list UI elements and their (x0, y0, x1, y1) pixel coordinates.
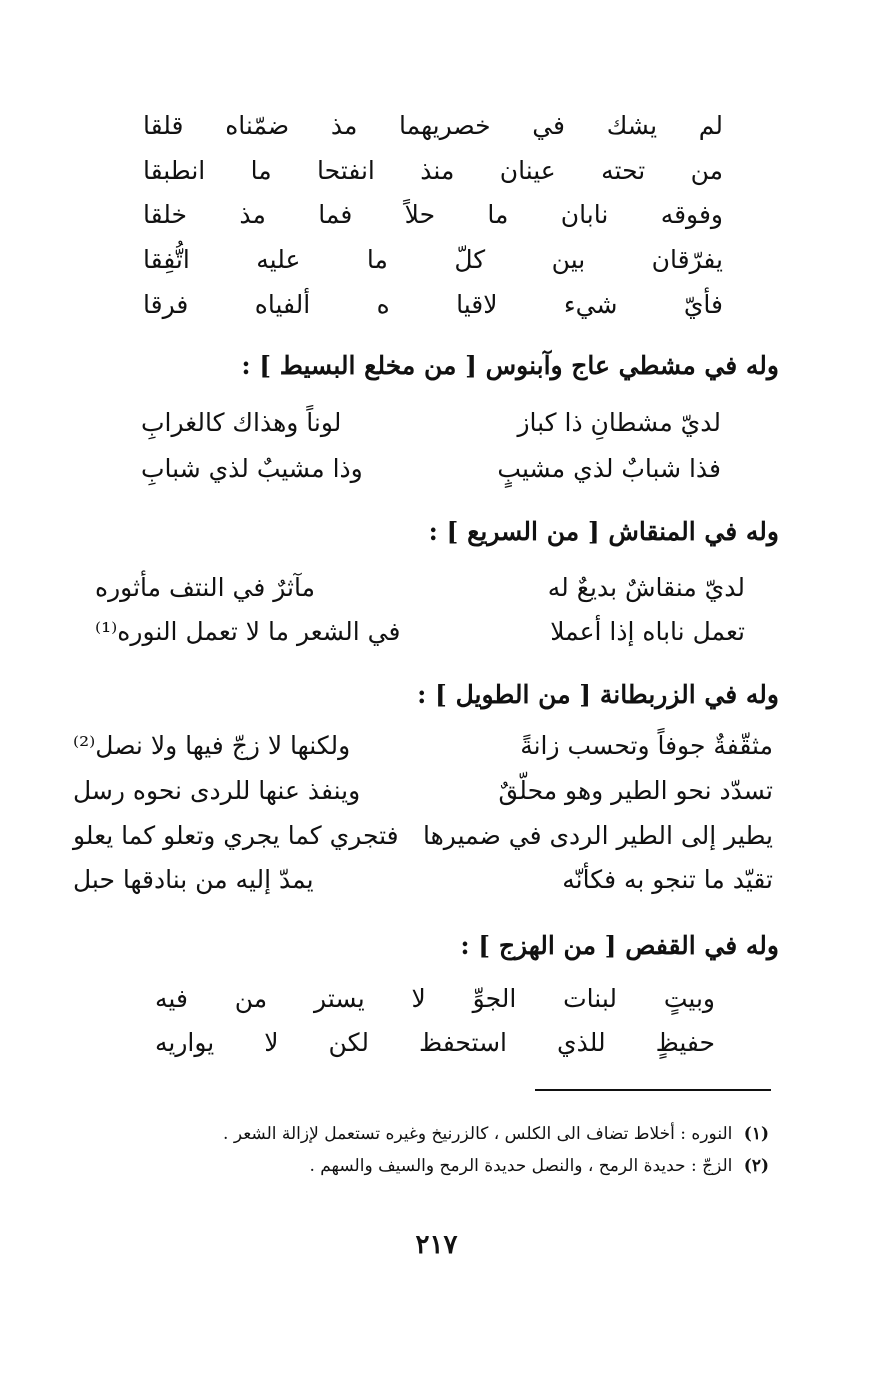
verse-line (141, 403, 721, 443)
verse-line (73, 771, 773, 811)
verse-line (73, 816, 773, 856)
verse-first-hemistich: فذا شبابٌ لذي مشيبٍ (497, 454, 721, 483)
verse-line (155, 1023, 715, 1063)
verse-line (95, 612, 745, 652)
footnote-number: (٢) (743, 1156, 769, 1176)
verse-text: من تحته عينان منذ انفتحا ما انطبقا (143, 156, 723, 185)
verse-second-hemistich: في الشعر ما لا تعمل النوره⁽¹⁾ (95, 617, 401, 646)
verse-second-hemistich: لوناً وهذاك كالغرابِ (141, 408, 342, 437)
verse-second-hemistich: وينفذ عنها للردى نحوه رسل (73, 776, 361, 805)
verse-first-hemistich: تقيّد ما تنجو به فكأنّه (562, 865, 773, 894)
verse-first-hemistich: تسدّد نحو الطير وهو محلّقٌ (498, 776, 773, 805)
verse-first-hemistich: لديّ منقاشٌ بديعٌ له (547, 573, 745, 602)
verse-line (143, 151, 723, 191)
verse-line (95, 568, 745, 608)
verse-text: وفوقه نابان ما حلاً فما مذ خلقا (143, 200, 723, 229)
verse-line (141, 449, 721, 489)
verse-text: لم يشك في خصريهما مذ ضمّناه قلقا (143, 111, 723, 140)
verse-second-hemistich: وذا مشيبٌ لذي شبابِ (141, 454, 363, 483)
section-heading: وله في الزربطانة [ من الطويل ] : (417, 680, 779, 709)
section-heading: وله في المنقاش [ من السريع ] : (428, 517, 779, 546)
verse-text: فأيّ شيء لاقيا ه ألفياه فرقا (143, 290, 723, 319)
footnote-text: النوره : أخلاط تضاف الى الكلس ، كالزرنيخ وغيره تستعمل لإزالة الشعر . (223, 1124, 733, 1144)
verse-line (143, 195, 723, 235)
verse-first-hemistich: تعمل ناباه إذا أعملا (550, 617, 745, 646)
footnote (309, 1152, 769, 1180)
verse-second-hemistich: مآثرٌ في النتف مأثوره (95, 573, 315, 602)
verse-line (143, 240, 723, 280)
section-heading: وله في مشطي عاج وآبنوس [ من مخلع البسيط ] : (241, 351, 779, 380)
footnote-separator (535, 1089, 771, 1091)
verse-text: وبيتٍ لبنات الجوِّ لا يستر من فيه (155, 984, 715, 1013)
verse-line (73, 860, 773, 900)
footnote-text: الزجّ : حديدة الرمح ، والنصل حديدة الرمح والسيف والسهم . (309, 1156, 733, 1176)
verse-first-hemistich: يطير إلى الطير الردى في ضميرها (422, 821, 773, 850)
page-number: ٢١٧ (415, 1230, 458, 1260)
verse-second-hemistich: فتجري كما يجري وتعلو كما يعلو (73, 821, 399, 850)
verse-second-hemistich: يمدّ إليه من بنادقها حبل (73, 865, 314, 894)
verse-first-hemistich: مثقّفةٌ جوفاً وتحسب زانةً (520, 731, 773, 760)
footnote (223, 1120, 769, 1148)
footnote-number: (١) (743, 1124, 769, 1144)
verse-line (143, 285, 723, 325)
verse-text: يفرّقان بين كلّ ما عليه اتُّفِقا (143, 245, 723, 274)
verse-line (73, 726, 773, 766)
verse-first-hemistich: لديّ مشطانِ ذا كباز (517, 408, 721, 437)
section-heading: وله في القفص [ من الهزج ] : (460, 931, 779, 960)
verse-line (143, 106, 723, 146)
verse-second-hemistich: ولكنها لا زجّ فيها ولا نصل⁽²⁾ (73, 731, 351, 760)
verse-line (155, 979, 715, 1019)
verse-text: حفيظٍ للذي استحفظ لكن لا يواريه (155, 1028, 715, 1057)
